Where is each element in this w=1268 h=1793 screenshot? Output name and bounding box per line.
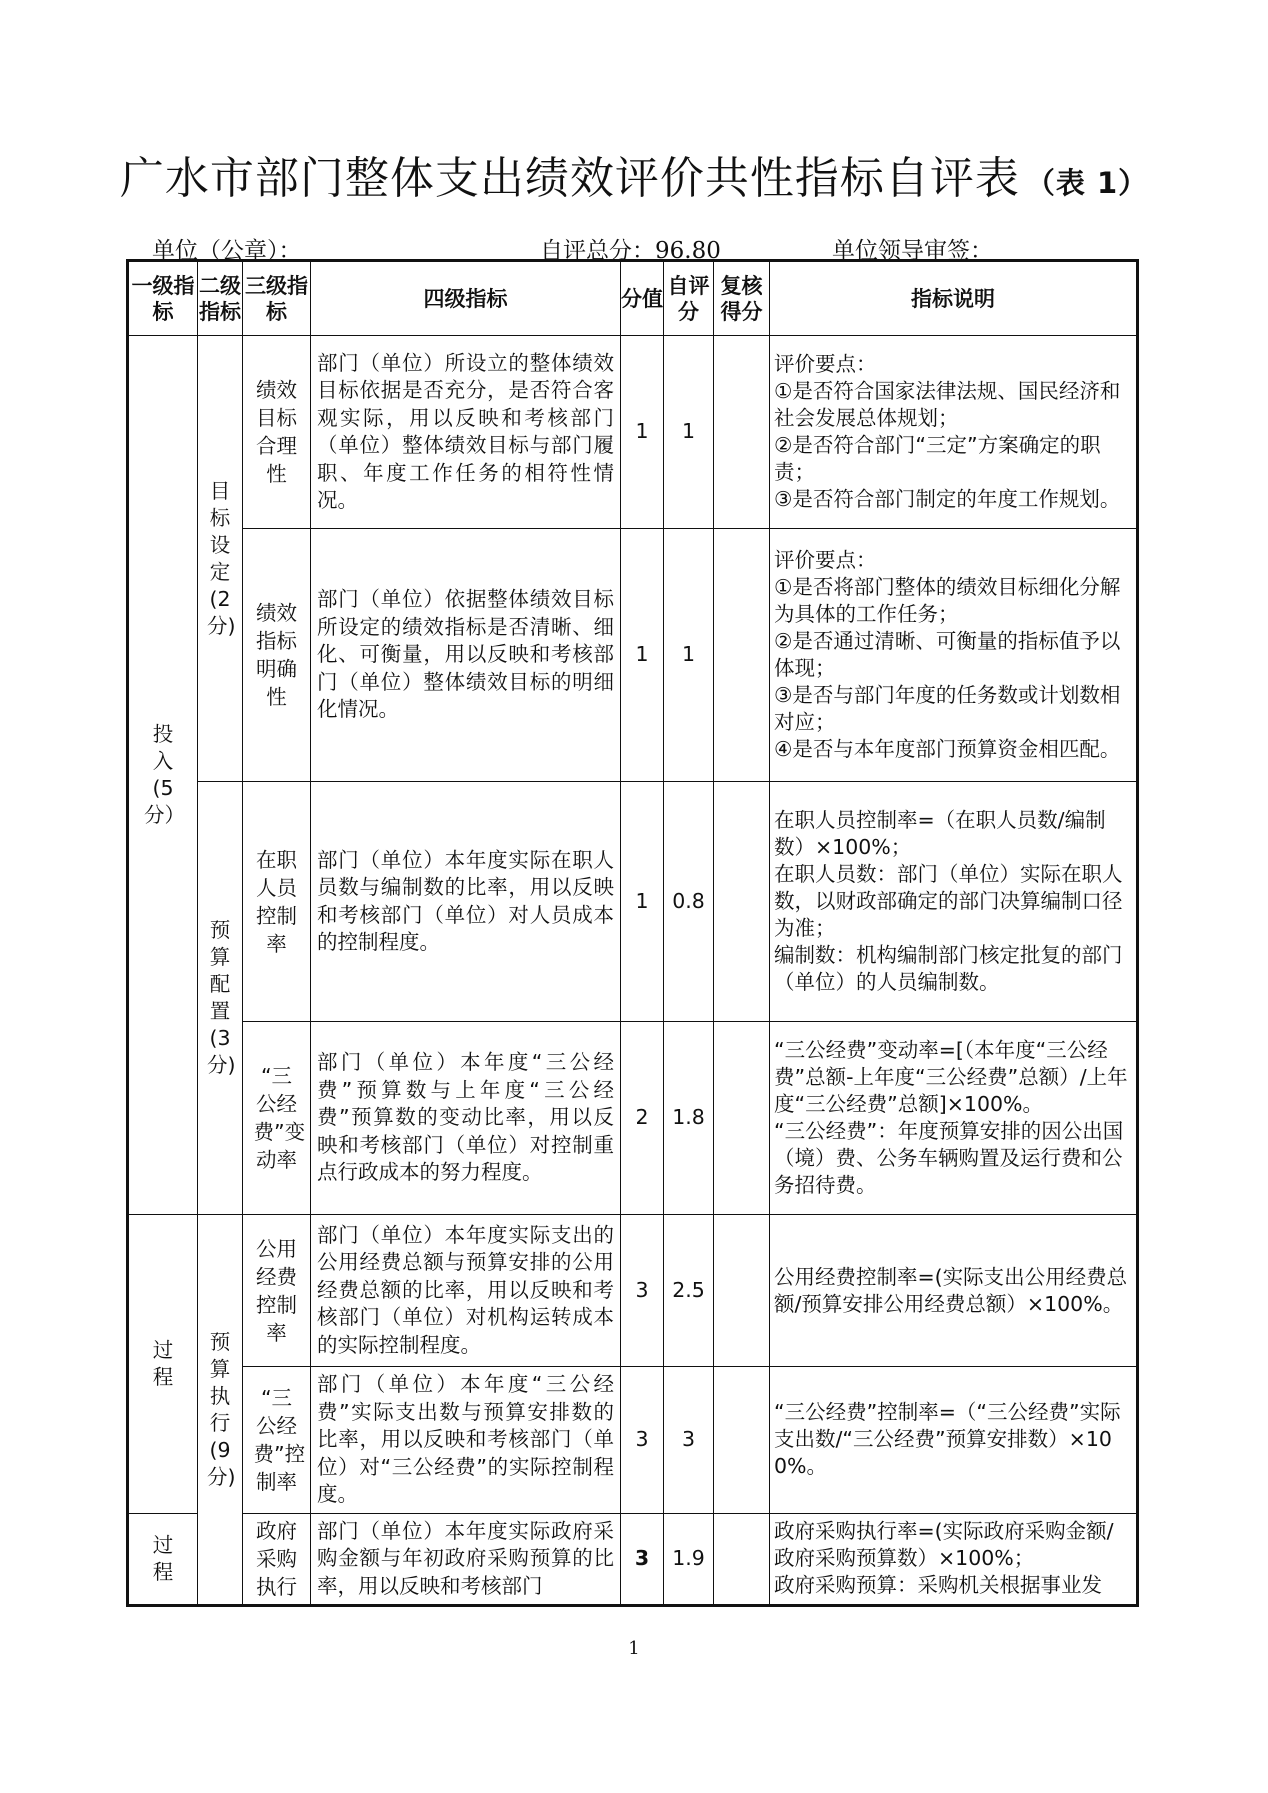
score-cell: 3 (621, 1367, 664, 1514)
header-level4: 四级指标 (311, 261, 621, 336)
note-line: ①是否将部门整体的绩效目标细化分解为具体的工作任务； (774, 575, 1121, 626)
group-mubiao-label: 目标设定(2分) (207, 478, 236, 638)
level4-cell: 部门（单位）本年度实际政府采购金额与年初政府采购预算的比率，用以反映和考核部门 (311, 1513, 621, 1606)
level4-cell: 部门（单位）所设立的整体绩效目标依据是否充分，是否符合客观实际，用以反映和考核部门（单位）整体绩效目标与部门履职、年度工作任务的相符性情况。 (311, 336, 621, 529)
note-cell (770, 1367, 1138, 1514)
note-line: “三公经费”：年度预算安排的因公出国（境）费、公务车辆购置及运行费和公务招待费。 (774, 1119, 1124, 1197)
table-row (128, 529, 1138, 782)
self-score-cell: 1 (664, 529, 714, 782)
table-row (128, 1215, 1138, 1367)
level3-cell (243, 1367, 311, 1514)
score-cell: 1 (621, 336, 664, 529)
header-review-score: 复核得分 (714, 261, 770, 336)
review-score-cell (714, 1022, 770, 1215)
group-guocheng-label: 过程 (152, 1337, 174, 1389)
note-line: 编制数：机构编制部门核定批复的部门（单位）的人员编制数。 (774, 943, 1123, 994)
level3-cell (243, 1215, 311, 1367)
leader-sign-label: 单位领导审签： (832, 238, 993, 264)
level3-label: 绩效目标合理性 (256, 378, 297, 486)
review-score-cell (714, 782, 770, 1022)
header-note: 指标说明 (770, 261, 1138, 336)
note-line: “三公经费”变动率=[（本年度“三公经费”总额-上年度“三公经费”总额）/上年度“三公经费”总额]×100%。 (774, 1038, 1128, 1116)
level3-label: “三公经费”控制率 (253, 1385, 306, 1494)
score-cell: 1 (621, 529, 664, 782)
level4-cell: 部门（单位）依据整体绩效目标所设定的绩效指标是否清晰、细化、可衡量，用以反映和考核部门（单位）整体绩效目标的明细化情况。 (311, 529, 621, 782)
header-self-score: 自评分 (664, 261, 714, 336)
note-line: 公用经费控制率=(实际支出公用经费总额/预算安排公用经费总额）×100%。 (774, 1264, 1128, 1316)
note-line: ①是否符合国家法律法规、国民经济和社会发展总体规划； (774, 379, 1121, 430)
self-score-cell: 2.5 (664, 1215, 714, 1367)
level4-cell: 部门（单位）本年度实际在职人员数与编制数的比率，用以反映和考核部门（单位）对人员成本的控制程度。 (311, 782, 621, 1022)
group-guocheng (128, 1215, 198, 1514)
header-row (128, 261, 1138, 336)
group-mubiao (198, 336, 243, 782)
level3-label: 政府采购执行 (256, 1518, 297, 1599)
self-score-cell: 1.9 (664, 1513, 714, 1606)
score-cell: 3 (621, 1215, 664, 1367)
note-line: 在职人员数：部门（单位）实际在职人数，以财政部确定的部门决算编制口径为准； (774, 862, 1123, 940)
level3-cell (243, 782, 311, 1022)
level4-cell: 部门（单位）本年度实际支出的公用经费总额与预算安排的公用经费总额的比率，用以反映和考核部门（单位）对机构运转成本的实际控制程度。 (311, 1215, 621, 1367)
table-row (128, 1022, 1138, 1215)
note-line: ③是否符合部门制定的年度工作规划。 (774, 487, 1121, 511)
note-line: ④是否与本年度部门预算资金相匹配。 (774, 737, 1121, 761)
review-score-cell (714, 1367, 770, 1514)
level3-label: 在职人员控制率 (256, 847, 297, 956)
review-score-cell (714, 336, 770, 529)
group-guocheng-repeat-label: 过程 (152, 1532, 174, 1584)
page-number: 1 (628, 1638, 640, 1659)
header-level1: 一级指标 (128, 261, 198, 336)
title-main: 广水市部门整体支出绩效评价共性指标自评表 (119, 153, 1020, 204)
note-line: 在职人员控制率=（在职人员数/编制数）×100%； (774, 808, 1106, 859)
table-row (128, 336, 1138, 529)
review-score-cell (714, 1215, 770, 1367)
table-row (128, 1367, 1138, 1514)
header-level3: 三级指标 (243, 261, 311, 336)
note-cell (770, 1513, 1138, 1606)
table-row (128, 1513, 1138, 1606)
self-score-cell: 1.8 (664, 1022, 714, 1215)
group-yusuan-zhixing (198, 1215, 243, 1606)
score-cell: 1 (621, 782, 664, 1022)
note-line: 政府采购预算：采购机关根据事业发 (774, 1573, 1102, 1598)
note-line: 评价要点： (774, 548, 877, 572)
note-line: ②是否符合部门“三定”方案确定的职责； (774, 433, 1101, 484)
level3-cell (243, 529, 311, 782)
level3-cell (243, 336, 311, 529)
review-score-cell (714, 529, 770, 782)
level4-cell: 部门（单位）本年度“三公经费”实际支出数与预算安排数的比率，用以反映和考核部门（单位）对“三公经费”的实际控制程度。 (311, 1367, 621, 1514)
group-touru (128, 336, 198, 1215)
group-guocheng-repeat (128, 1513, 198, 1606)
score-cell: 2 (621, 1022, 664, 1215)
level3-label: “三公经费”变动率 (253, 1064, 306, 1172)
self-score-cell: 3 (664, 1367, 714, 1514)
review-score-cell (714, 1513, 770, 1606)
group-yusuan-peizhi-label: 预算配置(3分) (207, 918, 236, 1077)
note-cell (770, 336, 1138, 529)
group-yusuan-zhixing-label: 预算执行(9分) (207, 1329, 236, 1489)
level3-label: 绩效指标明确性 (256, 601, 297, 709)
score-cell: 3 (621, 1513, 664, 1606)
level3-cell (243, 1022, 311, 1215)
group-touru-label: 投入(5分） (144, 722, 185, 827)
total-score-label: 自评总分：96.80 (540, 238, 721, 264)
note-line: 政府采购执行率=(实际政府采购金额/政府采购预算数）×100%； (774, 1519, 1114, 1571)
group-yusuan-peizhi (198, 782, 243, 1215)
header-score: 分值 (621, 261, 664, 336)
evaluation-table (126, 259, 1139, 1607)
note-line: ②是否通过清晰、可衡量的指标值予以体现； (774, 629, 1121, 680)
note-cell (770, 782, 1138, 1022)
note-line: “三公经费”控制率=（“三公经费”实际支出数/“三公经费”预算安排数）×100%。 (774, 1400, 1121, 1479)
level3-label: 公用经费控制率 (256, 1236, 297, 1345)
level4-cell: 部门（单位）本年度“三公经费”预算数与上年度“三公经费”预算数的变动比率，用以反映和考核部门（单位）对控制重点行政成本的努力程度。 (311, 1022, 621, 1215)
self-score-cell: 0.8 (664, 782, 714, 1022)
table-row (128, 782, 1138, 1022)
level3-cell (243, 1513, 311, 1606)
note-cell (770, 529, 1138, 782)
note-cell (770, 1215, 1138, 1367)
note-cell (770, 1022, 1138, 1215)
unit-label: 单位（公章）： (152, 238, 302, 264)
note-line: ③是否与部门年度的任务数或计划数相对应； (774, 683, 1121, 734)
self-score-cell: 1 (664, 336, 714, 529)
header-level2: 二级指标 (198, 261, 243, 336)
title-suffix: （表 1） (1025, 166, 1149, 200)
note-line: 评价要点： (774, 352, 877, 376)
page-title (0, 142, 1268, 206)
